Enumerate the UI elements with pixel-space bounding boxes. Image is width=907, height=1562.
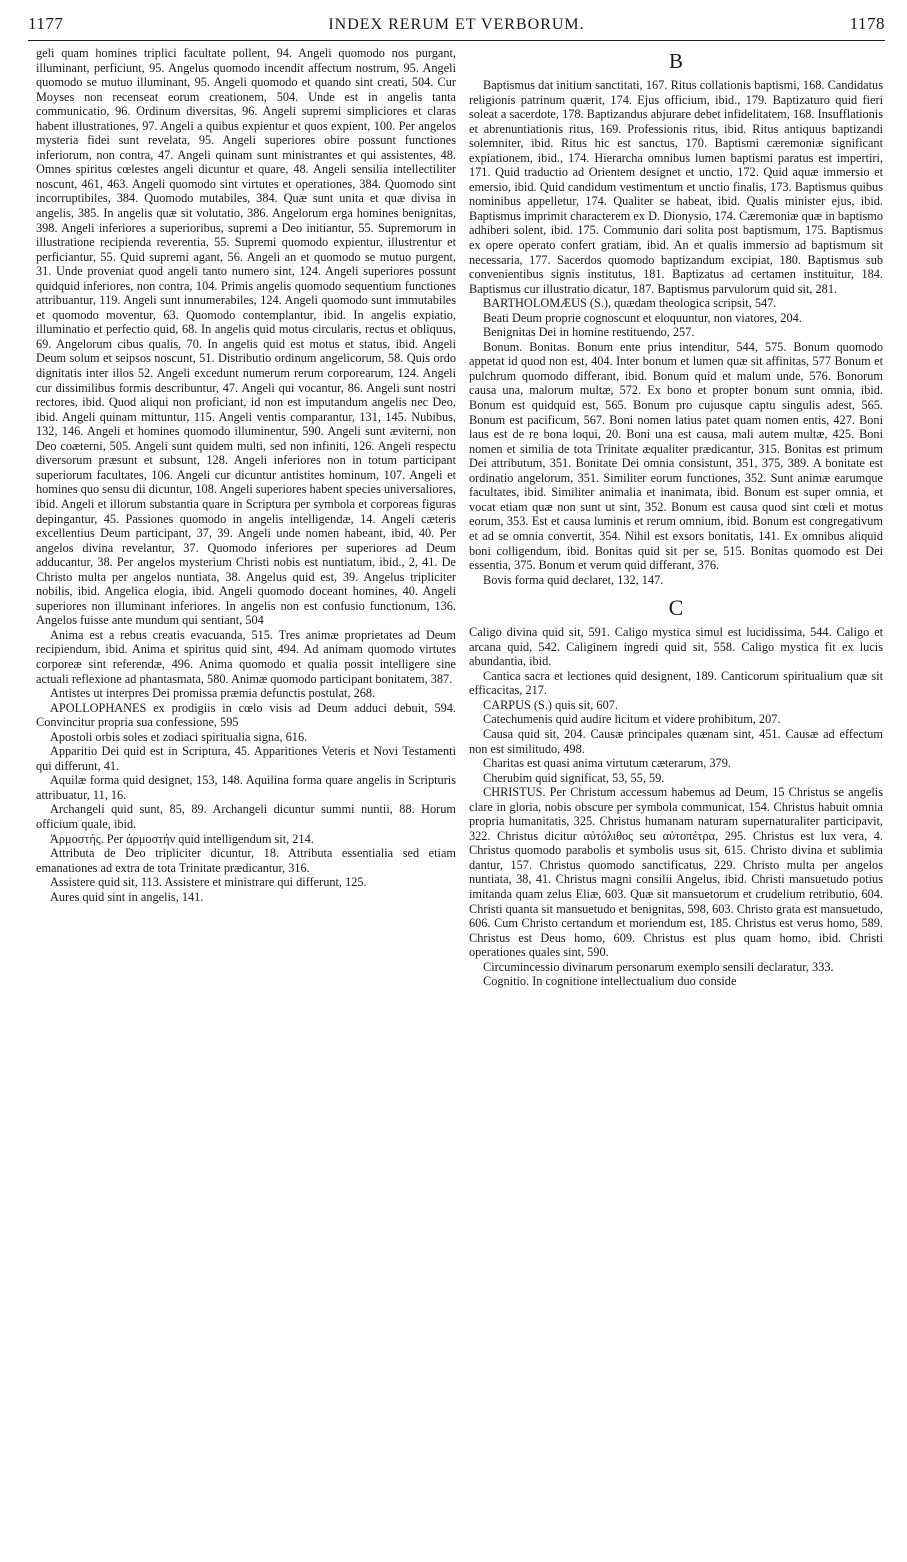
index-entry-aquilae: Aquilæ forma quid designet, 153, 148. Aquilina forma quare angelis in Scripturis attribuatur, 11, 16. bbox=[36, 773, 456, 802]
section-letter-b: B bbox=[668, 49, 683, 73]
index-entry-carpus: CARPUS (S.) quis sit, 607. bbox=[483, 697, 618, 712]
index-entry-causa: Causa quid sit, 204. Causæ principales quænam sint, 451. Causæ ad effectum non est similitudo, 498. bbox=[469, 726, 883, 756]
index-entry-cherubim: Cherubim quid significat, 53, 55, 59. bbox=[483, 770, 665, 785]
index-entry-apollophanes: APOLLOPHANES ex prodigiis in cœlo visis ad Deum adduci debuit, 594. Convincitur propria sua confessione, 595 bbox=[36, 700, 456, 730]
right-column bbox=[469, 46, 883, 1546]
left-page-number: 1177 bbox=[28, 14, 64, 33]
index-entry-bovis: Bovis forma quid declaret, 132, 147. bbox=[483, 572, 664, 587]
index-entry-cognitio: Cognitio. In cognitione intellectualium duo conside bbox=[483, 974, 737, 989]
index-entry-apostoli: Apostoli orbis soles et zodiaci spiritualia signa, 616. bbox=[50, 729, 308, 744]
index-entry-cantica: Cantica sacra et lectiones quid designent, 189. Canticorum spiritualium quæ sit efficacitas, 217. bbox=[469, 668, 883, 698]
index-entry-assistere: Assistere quid sit, 113. Assistere et ministrare qui differunt, 125. bbox=[50, 875, 367, 890]
index-entry-circumincessio: Circumincessio divinarum personarum exemplo sensili declaratur, 333. bbox=[483, 959, 834, 974]
left-column bbox=[36, 46, 456, 1546]
index-entry-antistes: Antistes ut interpres Dei promissa præmia defunctis postulat, 268. bbox=[50, 686, 376, 701]
index-entry-archangeli: Archangeli quid sunt, 85, 89. Archangeli dicuntur summi nuntii, 88. Horum officium quale, ibid. bbox=[36, 802, 456, 831]
header-rule bbox=[28, 40, 885, 41]
index-entry-christus: CHRISTUS. Per Christum accessum habemus ad Deum, 15 Christus se angelis clare in gloria, nobis obscure per symbola communicat, 154. Christus habuit omnia propria humanitatis, 325. Christus humanam naturam supernaturaliter participavit, 322. Christus dicitur αὐτόλιθος seu αὐτοπέτρα, 295. Christus est lux vera, 4. Christus quomodo parabolis et symbolis usus sit, 615. Christo divina et sublimia dantur, 157. Christus quomodo sanctificatus, 229. Christo multa per angelos nuntiata, 38, 41. Christus magni consilii Angelus, ibid. Christi mansuetudo potius imitanda quam zelus Eliæ, 603. Quæ sit mansuetorum et crudelium retributio, 604. Christi quanta sit mansuetudo et benignitas, 598, 603. Christo grata est mansuetudo, 606. Cum Christo certandum et moriendum est, 185. Christus est verus homo, 589. Christus est Deus homo, 609. Christus est plus quam homo, ibid. Christi operationes quales sint, 590. bbox=[469, 785, 883, 960]
running-title: INDEX RERUM ET VERBORUM. bbox=[328, 16, 585, 33]
index-entry-bartholomaeus: BARTHOLOMÆUS (S.), quædam theologica scripsit, 547. bbox=[483, 296, 777, 311]
index-entry-baptismus: Baptismus dat initium sanctitati, 167. Ritus collationis baptismi, 168. Candidatus religionis patrinum quærit, 174. Ejus officium, ibid., 179. Baptizaturo quid fieri soleat a sacerdote, 178. Baptizandus abjurare debet infidelitatem, 168. Insufflationis et abrenuntiationis ritus, 169. Professionis ritus, ibid. Ritus antiquus baptizandi solemniter, ibid. Ritus hic est sanctus, 170. Baptismi cæremoniæ significant expiationem, ibid., 174. Hierarcha omnibus lumen baptismi paratus est impertiri, 171. Quid traductio ad Orientem designet et unctio, 172. Quid aquæ immersio et emersio, ibid. Quid candidum vestimentum et unctio finalis, 173. Baptismus quibus nominibus appelletur, 174. Qualiter se habeat, ibid. Qualis minister ejus, ibid. Baptismus imprimit characterem ex D. Dionysio, 174. Cæremoniæ quæ in baptismo adhiberi solent, ibid. 175. Communio dari solita post baptismum, 175. Baptismus ex opere operato confert gratiam, ibid. An et qualis immersio ad baptismum sit necessaria, 177. Sacerdos quomodo baptizandum excipiat, 180. Baptismus sub convenientibus signis institutus, 181. Baptizatus ad certamen instituitur, 184. Baptismus cur illustratio dicatur, 187. Baptismus parvulorum quid sit, 281. bbox=[469, 78, 883, 296]
index-entry-angeli-continued: geli quam homines triplici facultate pollent, 94. Angeli quomodo nos purgant, illuminant, perficiunt, 95. Angelus quomodo incendit affectum nostrum, 95. Angeli quomodo se mutuo illuminant, 95. Angeli quomodo et quando sint creati, 504. Cur Moyses non recenseat eorum creationem, 504. Unde est in angelis tanta communicatio, 96. Ordinum diversitas, 96. Angeli supremi simpliciores et claras habent illustrationes, 97. Angeli a quibus expientur et quos expient, 100. Per angelos mysteria fidei sunt revelata, 95. Angeli superiores obire possunt functiones inferiorum, non contra, 47. Angeli quinam sunt ministrantes et qui assistentes, 48. Omnes spiritus cœlestes angeli dicuntur et quare, 48. Angeli sensilia intellectiliter noscunt, 461, 463. Angeli quomodo sint virtutes et operationes, 384. Quomodo sint incorruptibiles, 384. Quomodo mutabiles, 384. Quæ sunt unita et quæ divisa in angelis, 385. In angelis quæ sit volutatio, 386. Angelorum erga homines benignitas, 398. Angeli inferiores a superioribus, supremi a Deo initiantur, 55. Supremorum in illustratione recipienda reverentia, 55. Supremi quomodo expientur, illustrentur et perficiantur, 55. Quid supremi agant, 56. Angeli an et quomodo se mutuo purgent, 31. Unde proveniat quod angeli tanto numero sint, 124. Angeli superiores possunt quidquid inferiores, non contra, 104. Primis angelis quomodo sequentium functiones attribuantur, 119. Angeli sunt innumerabiles, 124. Angeli quomodo sunt immutabiles et quomodo moventur, 63. Quomodo contemplantur, ibid. In angelis expiatio, illuminatio et perfectio quid, 68. In angelis quid motus circularis, rectus et obliquus, 69. Angelorum cibus qualis, 70. In angelis quid est motus et status, ibid. Angeli Deum solum et seipsos noscunt, 51. Distributio ordinum angelicorum, 58. Quis ordo dignitatis inter illos 52. Angeli excedunt numerum rerum corporearum, 124. Angeli cur dissimilibus formis describuntur, 47. Angeli qui vocantur, 86. Angeli sunt nostri rectores, ibid. Quod aliqui non proficiant, id non est imputandum angelis nec Deo, ibid. Angeli quinam mittuntur, 115. Angeli ventis comparantur, 131, 145. Nubibus, 132, 146. Angeli et homines quomodo illuminentur, 590. Angeli sunt æviterni, non Deo coæterni, 505. Angeli sunt quidem multi, sed non infiniti, 126. Angeli respectu diversorum præsunt et subsunt, 128. Angeli inferiores non in totum participant superiorum facultates, 106. Angeli cur dicuntur antistites hominum, 107. Angeli et homines quo sensu dii dicuntur, 108. Angeli superiores habent species universaliores, ibid. Angeli et illorum substantia quare in Scriptura per symbola et corporeas figuras depingantur, 45. Passiones quomodo in angelis intelligendæ, 14. Angeli cæteris excellentius Deum participant, 37, 39. Angeli unde nomen habeant, ibid, 40. Per angelos divina revelantur, 37. Quomodo inferiores per superiores ad Deum adducantur, 38. Per angelos mysterium Christi nobis est nuntiatum, ibid., 2, 41. De Christo multa per angelos nuntiata, 38. Angelus quid est, 39. Angelus tripliciter nobilis, ibid. Angelica elogia, ibid. Angeli quomodo doceant homines, 40. Angeli superiores non illuminant inferiores. In angelis non est confusio functionum, 136. Angelos fuisse ante mundum qui sentiant, 504 bbox=[36, 46, 456, 628]
page-header bbox=[28, 14, 885, 40]
index-entry-beati: Beati Deum proprie cognoscunt et eloquuntur, non viatores, 204. bbox=[483, 310, 802, 325]
index-entry-benignitas: Benignitas Dei in homine restituendo, 257. bbox=[483, 325, 695, 340]
right-page-number: 1178 bbox=[849, 14, 885, 33]
index-entry-charitas: Charitas est quasi anima virtutum cæterarum, 379. bbox=[483, 756, 731, 771]
section-letter-c: C bbox=[668, 595, 684, 621]
index-entry-harmostes: Ἁρμοστής. Per ἁρμοστήν quid intelligendum sit, 214. bbox=[50, 831, 314, 846]
index-entry-apparitio: Apparitio Dei quid est in Scriptura, 45. Apparitiones Veteris et Novi Testamenti qui differunt, 41. bbox=[36, 744, 456, 773]
index-entry-aures: Aures quid sint in angelis, 141. bbox=[50, 889, 204, 904]
index-entry-catechumenis: Catechumenis quid audire licitum et videre prohibitum, 207. bbox=[483, 712, 781, 727]
index-entry-bonum: Bonum. Bonitas. Bonum ente prius intenditur, 544, 575. Bonum quomodo appetat id quod non est, 404. Inter bonum et lumen quæ sit affinitas, 577 Bonum et pulchrum quomodo differant, ibid. Bonum quid et malum unde, 576. Bonorum causa una, malorum multæ, 572. Ex bono et propter bonum sunt omnia, ibid. Bonum est quidquid est, 565. Bonum pro cujusque captu singulis adest, 565. Bonum est pacificum, 567. Boni nomen latius patet quam nomen entis, 427. Boni laus est de re bona loqui, 20. Boni una est causa, mali autem multæ, 425. Boni nomen et similia de tota Trinitate æqualiter prædicantur, 315. Bonitas est primum Dei attributum, 351. Bonitate Dei omnia consistunt, 351, 375, 389. A bonitate est ordinatio angelorum, 351. Similiter eorum functiones, 352. Sunt animæ earumque facultates, ibid. Similiter animalia et inanimata, ibid. Bonum est super omnia, et vocat etiam quæ non sunt ut sint, 352. Bonum est causa quod sint cœli et motus eorum, 353. Est et causa luminis et rerum omnium, ibid. Bonum est congregativum et ad se omnia convertit, 354. Nihil est exsors bonitatis, 141. Ex omnibus aliquid boni colligendum, ibid. Bonitas quid sit per se, 515. Bonitas quomodo est Dei essentia, 375. Bonum et verum quid differant, 376. bbox=[469, 339, 883, 573]
index-entry-caligo: Caligo divina quid sit, 591. Caligo mystica simul est lucidissima, 544. Caligo et arcana quid, 542. Caliginem ingredi quid sit, 558. Caligo mystica fit ex lucis abundantia, ibid. bbox=[469, 625, 883, 669]
index-entry-attributa: Attributa de Deo tripliciter dicuntur, 18. Attributa essentialia sed etiam emanationes ad extra de tota Trinitate prædicantur, 316. bbox=[36, 846, 456, 875]
index-entry-anima: Anima est a rebus creatis evacuanda, 515. Tres animæ proprietates ad Deum recipiendum, ibid. Anima et spiritus quid sint, 494. Ad animam quomodo virtutes corporeæ sint referendæ, 496. Anima quomodo et qualia possit intelligere sine actuali reflexione ad phantasmata, 580. Animæ quomodo participant bonitatem, 387. bbox=[36, 627, 456, 686]
